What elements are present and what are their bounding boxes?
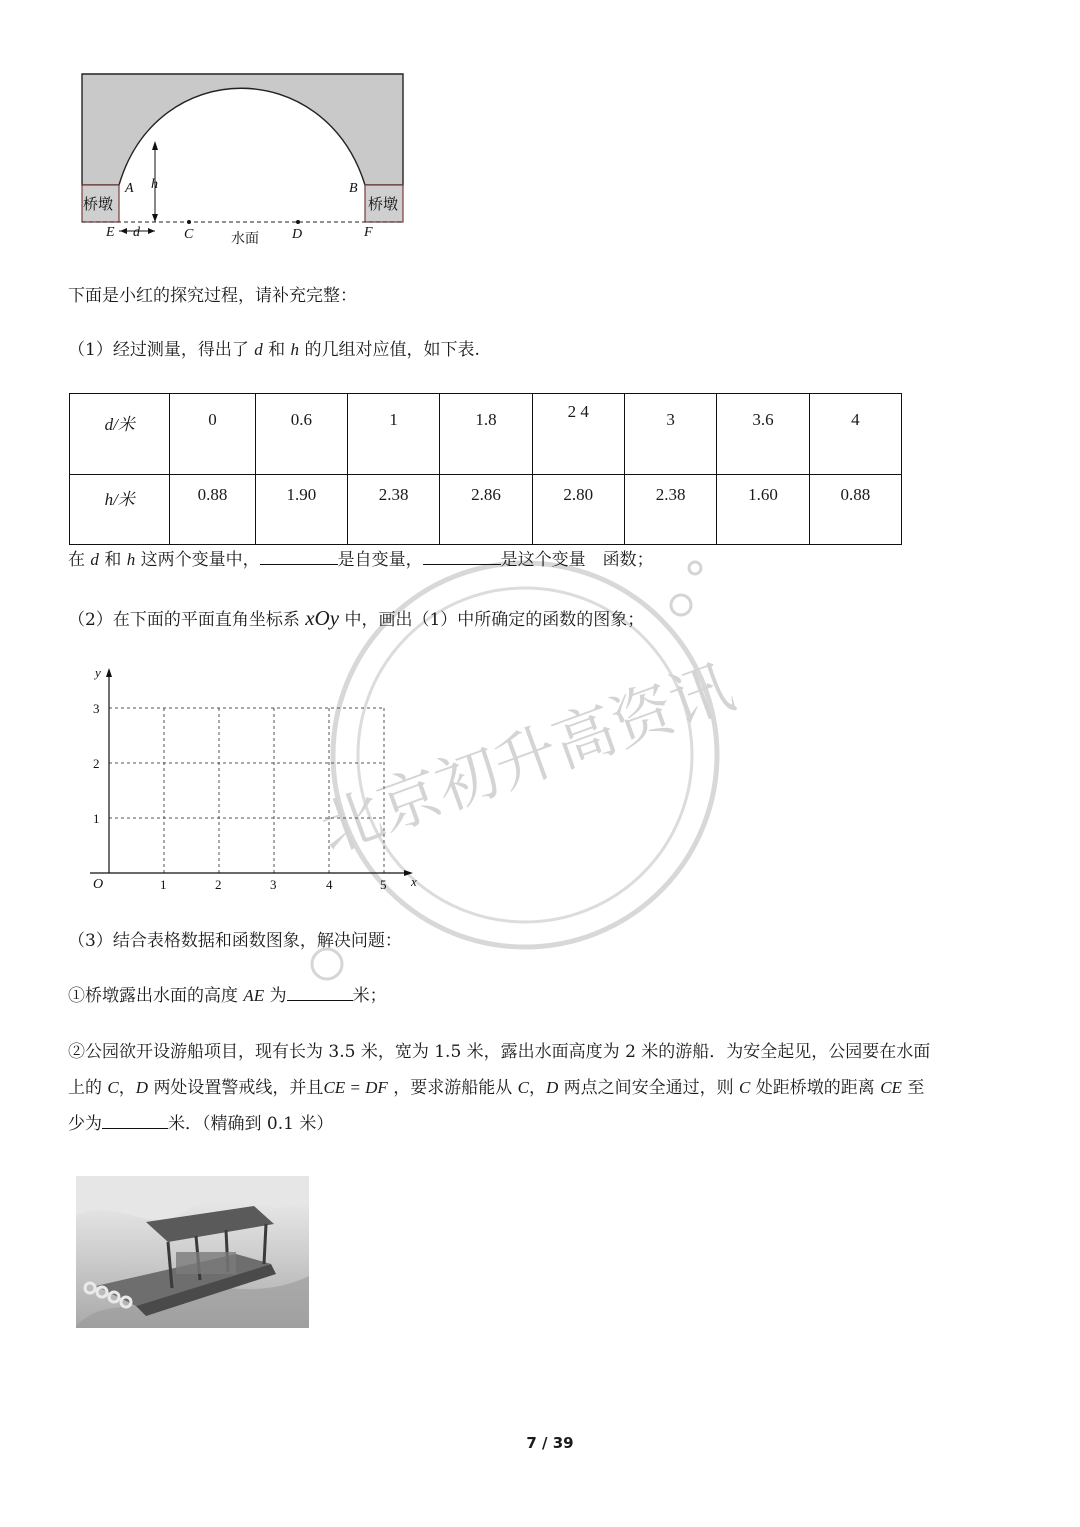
point-b-label: B [349,181,358,196]
x-tick-label: 5 [380,877,387,892]
blank-ce-distance[interactable] [102,1112,168,1129]
x-tick-label: 1 [160,877,167,892]
table-cell: 2.86 [440,475,532,545]
q3-sub2-line1: ②公园欲开设游船项目，现有长为 3.5 米，宽为 1.5 米，露出水面高度为 2 米的游船．为安全起见，公园要在水面 [68,1042,931,1062]
water-label: 水面 [231,231,259,247]
blank-ae-height[interactable] [287,984,353,1001]
point-c-label: C [184,227,194,242]
question-3: （3）结合表格数据和函数图象，解决问题： [68,931,402,951]
table-header-h: h/米 [70,475,170,545]
table-cell: 0.88 [170,475,255,545]
origin-label: O [93,877,104,892]
table-cell: 3.6 [717,394,809,475]
table-cell: 1 [347,394,439,475]
pier-label-left: 桥墩 [83,195,114,213]
q1-var-h: h [290,340,300,359]
bridge-arch-figure [75,68,410,252]
question-1 [68,338,480,362]
x-axis-label: x [411,874,417,889]
data-table [69,393,902,545]
distance-label: d [133,225,140,240]
boat-photo [76,1176,309,1328]
q1-pre: 经过测量，得出了 [112,340,249,360]
point-d-label: D [292,227,303,242]
point-e-label: E [106,225,115,240]
table-cell: 2.80 [532,475,624,545]
q1-number: （1） [68,340,113,360]
point-a-label: A [125,181,134,196]
table-cell: 2.38 [347,475,439,545]
table-cell: 1.8 [440,394,532,475]
height-label: h [151,177,158,192]
table-cell: 2.38 [624,475,716,545]
q1-post: 的几组对应值，如下表. [304,340,480,360]
y-tick-label: 1 [93,811,100,826]
table-cell: 4 [809,394,901,475]
table-cell: 3 [624,394,716,475]
intro-text: 下面是小红的探究过程，请补充完整： [68,286,357,306]
q3-sub2-line3: 少为 米．（精确到 0.1 米） [68,1114,334,1134]
watermark-text: 北京初升高资讯 [309,649,743,867]
y-tick-label: 2 [93,756,100,771]
q3-sub1: ①桥墩露出水面的高度 AE 为 米； [68,986,387,1006]
question-2: （2）在下面的平面直角坐标系 xOy 中，画出（1）中所确定的函数的图象； [68,606,645,630]
q1-fill-line: 在 d 和 h 这两个变量中， 是自变量， 是这个变量 函数； [68,550,654,570]
page-number: 7 / 39 [526,1434,574,1452]
q3-sub2-line2: 上的 C，D 两处设置警戒线，并且CE = DF ，要求游船能从 C，D 两点之间安全通过，则 C 处距桥墩的距离 CE 至 [68,1078,925,1098]
coordinate-grid[interactable] [85,660,430,895]
q1-var-d: d [254,340,263,359]
table-cell: 1.60 [717,475,809,545]
table-cell: 0.88 [809,475,901,545]
table-row-d [70,394,902,475]
coordinate-system-label: xOy [305,606,340,630]
point-f-label: F [364,225,373,240]
blank-independent-var[interactable] [260,548,338,565]
x-tick-label: 4 [326,877,333,892]
x-tick-label: 2 [215,877,222,892]
table-cell: 2 4 [532,394,624,475]
y-axis-label: y [95,665,101,680]
table-cell: 0 [170,394,255,475]
y-tick-label: 3 [93,701,100,716]
table-header-d: d/米 [70,394,170,475]
table-cell: 0.6 [255,394,347,475]
table-cell: 1.90 [255,475,347,545]
q1-mid: 和 [268,340,286,360]
pier-label-right: 桥墩 [368,195,399,213]
blank-dependent-var[interactable] [423,548,501,565]
table-row-h [70,475,902,545]
x-tick-label: 3 [270,877,277,892]
